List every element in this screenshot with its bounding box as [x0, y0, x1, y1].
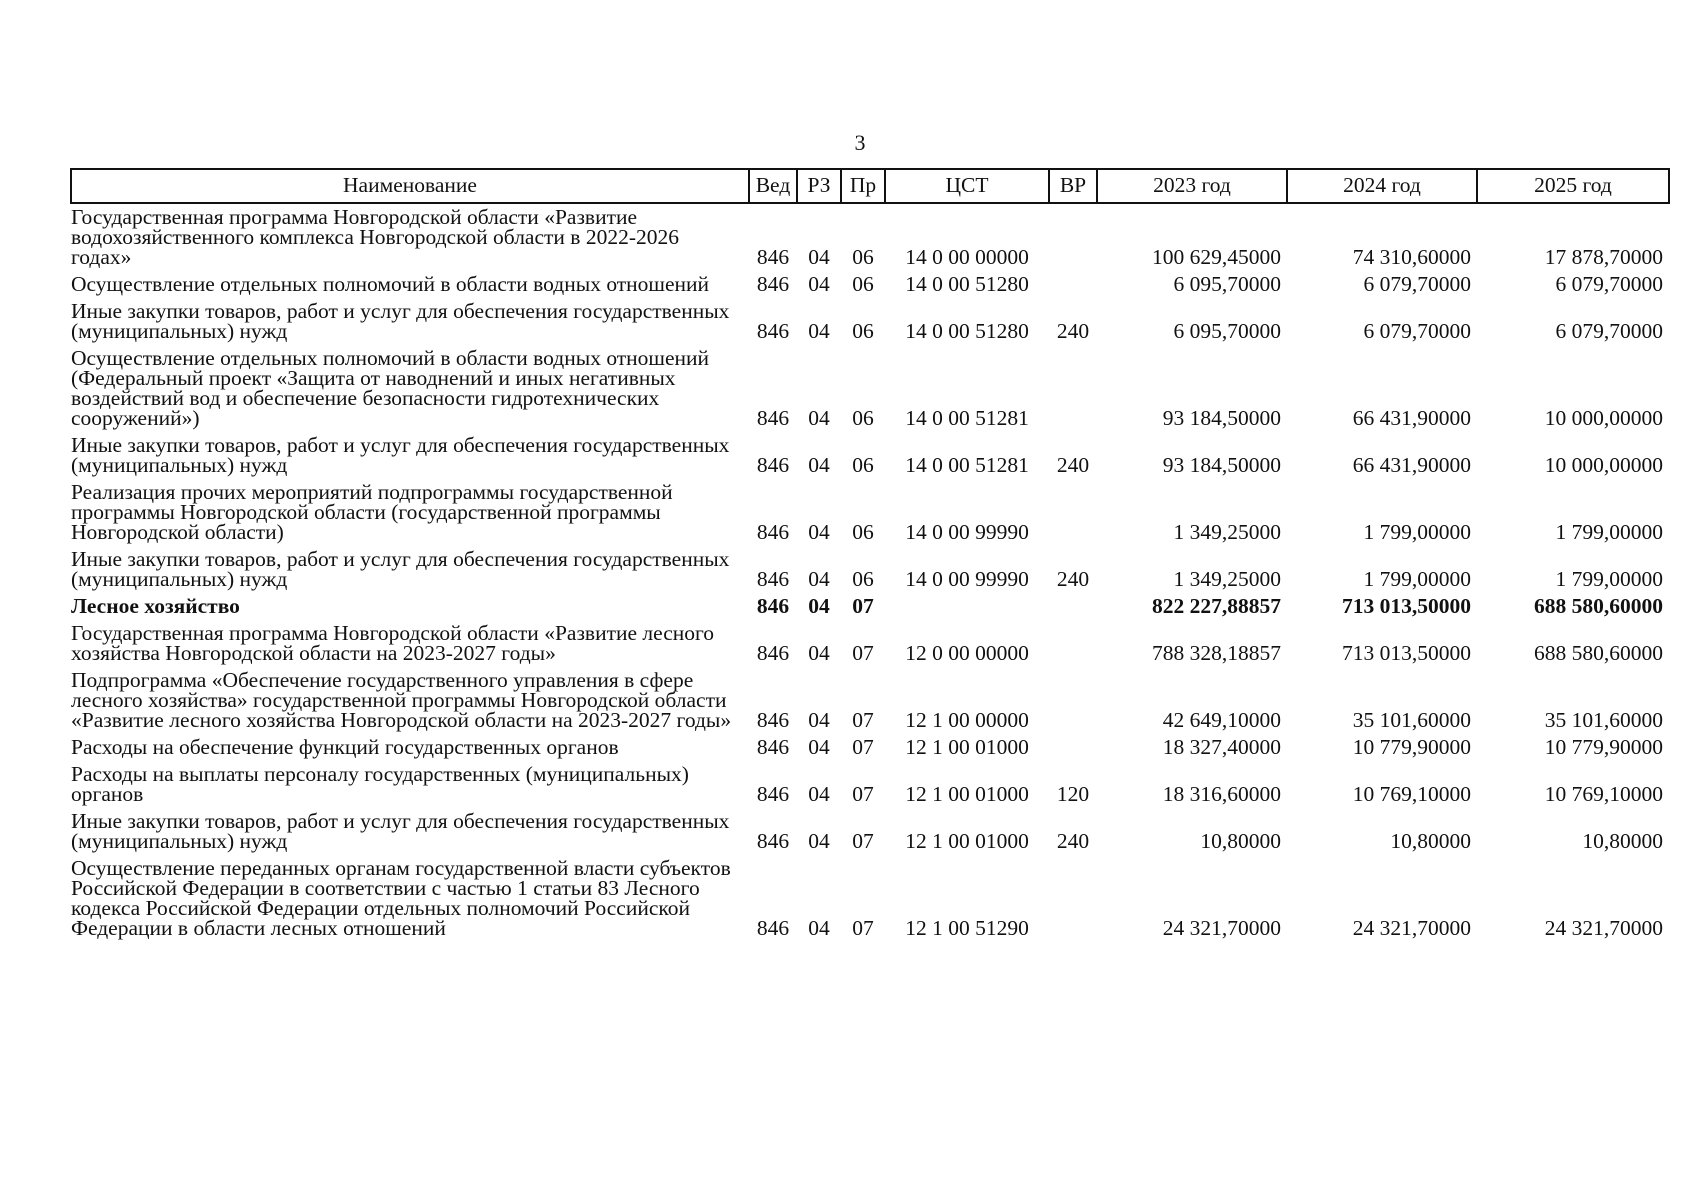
- row-cst: 12 1 00 01000: [905, 829, 1029, 853]
- row-name: Государственная программа Новгородской области «Развитие лесного хозяйства Новгородской области на 2023-2027 годы»: [71, 621, 715, 665]
- row-pr: 06: [852, 406, 874, 430]
- row-cst: 14 0 00 51281: [905, 453, 1029, 477]
- table-row: [71, 761, 1669, 808]
- row-amount-2024: 66 431,90000: [1352, 453, 1471, 477]
- row-amount-2023: 93 184,50000: [1162, 453, 1281, 477]
- row-amount-2025: 17 878,70000: [1544, 245, 1663, 269]
- row-cst: 12 1 00 01000: [905, 735, 1029, 759]
- row-name: Осуществление отдельных полномочий в области водных отношений: [71, 272, 710, 296]
- row-pr: 06: [852, 567, 874, 591]
- header-2025: 2025 год: [1477, 169, 1669, 203]
- row-vr: [1049, 855, 1097, 942]
- row-pr: 07: [852, 708, 874, 732]
- row-vr: [1049, 271, 1097, 298]
- row-ved: 846: [756, 272, 790, 296]
- row-amount-2024: 66 431,90000: [1352, 406, 1471, 430]
- row-name: Подпрограмма «Обеспечение государственного управления в сфере лесного хозяйства» государственной программы Новгородской области «Развитие лесного хозяйства Новгородской области на 2023-2027 годы»: [71, 668, 732, 732]
- row-amount-2023: 93 184,50000: [1162, 406, 1281, 430]
- row-amount-2025: 10 769,10000: [1544, 782, 1663, 806]
- row-cst: 12 0 00 00000: [905, 641, 1029, 665]
- row-amount-2024: 10,80000: [1390, 829, 1471, 853]
- row-ved: 846: [756, 594, 790, 618]
- row-amount-2023: 788 328,18857: [1152, 641, 1281, 665]
- row-rz: 04: [808, 245, 830, 269]
- row-pr: 07: [852, 594, 874, 618]
- row-pr: 06: [852, 520, 874, 544]
- table-row: [71, 667, 1669, 734]
- row-amount-2025: 35 101,60000: [1544, 708, 1663, 732]
- row-pr: 06: [852, 245, 874, 269]
- row-vr: [1049, 667, 1097, 734]
- row-amount-2024: 6 079,70000: [1363, 272, 1471, 296]
- row-amount-2024: 1 799,00000: [1363, 567, 1471, 591]
- row-name: Осуществление переданных органам государственной власти субъектов Российской Федерации в соответствии с частью 1 статьи 83 Лесного кодекса Российской Федерации отдельных полномочий Российской Федерации в области лесных отношений: [71, 856, 731, 940]
- row-cst: 14 0 00 51280: [905, 272, 1029, 296]
- row-cst: 12 1 00 00000: [905, 708, 1029, 732]
- table-row: [71, 546, 1669, 593]
- row-pr: 07: [852, 735, 874, 759]
- table-row: [71, 298, 1669, 345]
- page-number: 3: [854, 130, 866, 155]
- row-amount-2023: 6 095,70000: [1173, 319, 1281, 343]
- row-cst: 12 1 00 01000: [905, 782, 1029, 806]
- row-amount-2025: 1 799,00000: [1555, 567, 1663, 591]
- row-pr: 06: [852, 319, 874, 343]
- row-rz: 04: [808, 453, 830, 477]
- row-name: Осуществление отдельных полномочий в области водных отношений (Федеральный проект «Защита от наводнений и иных негативных воздействий вод и обеспечение безопасности гидротехнических сооружений»): [71, 346, 710, 430]
- row-amount-2024: 35 101,60000: [1352, 708, 1471, 732]
- row-ved: 846: [756, 245, 790, 269]
- row-pr: 07: [852, 829, 874, 853]
- row-amount-2023: 24 321,70000: [1162, 916, 1281, 940]
- table-row: [71, 620, 1669, 667]
- table-row: [71, 271, 1669, 298]
- row-amount-2023: 42 649,10000: [1162, 708, 1281, 732]
- row-rz: 04: [808, 708, 830, 732]
- row-ved: 846: [756, 916, 790, 940]
- row-name: Реализация прочих мероприятий подпрограммы государственной программы Новгородской области (государственной программы Новгородской области): [71, 480, 673, 544]
- row-rz: 04: [808, 272, 830, 296]
- row-vr: [1049, 479, 1097, 546]
- header-rz: РЗ: [797, 169, 841, 203]
- row-amount-2025: 1 799,00000: [1555, 520, 1663, 544]
- row-name: Расходы на выплаты персоналу государственных (муниципальных) органов: [71, 762, 689, 806]
- row-amount-2024: 10 769,10000: [1352, 782, 1471, 806]
- row-rz: 04: [808, 916, 830, 940]
- row-amount-2024: 713 013,50000: [1342, 641, 1471, 665]
- row-rz: 04: [808, 735, 830, 759]
- row-cst: 14 0 00 99990: [905, 567, 1029, 591]
- row-amount-2023: 18 327,40000: [1162, 735, 1281, 759]
- row-amount-2023: 10,80000: [1200, 829, 1281, 853]
- row-amount-2025: 10 000,00000: [1544, 406, 1663, 430]
- row-pr: 07: [852, 916, 874, 940]
- header-cst: ЦСТ: [885, 169, 1049, 203]
- row-pr: 07: [852, 782, 874, 806]
- row-amount-2025: 6 079,70000: [1555, 272, 1663, 296]
- row-cst: 14 0 00 00000: [905, 245, 1029, 269]
- row-amount-2025: 6 079,70000: [1555, 319, 1663, 343]
- row-vr: [1049, 593, 1097, 620]
- row-amount-2023: 1 349,25000: [1173, 567, 1281, 591]
- row-amount-2023: 1 349,25000: [1173, 520, 1281, 544]
- row-amount-2024: 713 013,50000: [1342, 594, 1471, 618]
- row-amount-2025: 10 000,00000: [1544, 453, 1663, 477]
- header-vr: ВР: [1049, 169, 1097, 203]
- table-header-row: [71, 169, 1669, 203]
- table-row: [71, 432, 1669, 479]
- row-amount-2023: 6 095,70000: [1173, 272, 1281, 296]
- table-row: [71, 203, 1669, 271]
- row-amount-2024: 1 799,00000: [1363, 520, 1471, 544]
- row-amount-2024: 74 310,60000: [1352, 245, 1471, 269]
- table-row: [71, 808, 1669, 855]
- row-pr: 06: [852, 453, 874, 477]
- row-vr: 240: [1056, 453, 1090, 477]
- row-pr: 07: [852, 641, 874, 665]
- row-name: Государственная программа Новгородской области «Развитие водохозяйственного комплекса Новгородской области в 2022-2026 годах»: [71, 205, 679, 269]
- row-vr: 240: [1056, 829, 1090, 853]
- row-rz: 04: [808, 319, 830, 343]
- row-ved: 846: [756, 453, 790, 477]
- row-name: Иные закупки товаров, работ и услуг для обеспечения государственных (муниципальных) нужд: [71, 547, 730, 591]
- row-vr: 240: [1056, 567, 1090, 591]
- row-amount-2025: 688 580,60000: [1534, 641, 1663, 665]
- row-amount-2023: 822 227,88857: [1152, 594, 1281, 618]
- budget-table: [70, 168, 1670, 942]
- row-amount-2024: 6 079,70000: [1363, 319, 1471, 343]
- row-name: Иные закупки товаров, работ и услуг для обеспечения государственных (муниципальных) нужд: [71, 433, 730, 477]
- row-rz: 04: [808, 406, 830, 430]
- row-cst: 14 0 00 99990: [905, 520, 1029, 544]
- table-row: [71, 345, 1669, 432]
- row-ved: 846: [756, 708, 790, 732]
- row-rz: 04: [808, 567, 830, 591]
- row-amount-2023: 100 629,45000: [1152, 245, 1281, 269]
- table-row: [71, 734, 1669, 761]
- row-vr: [1049, 345, 1097, 432]
- header-2023: 2023 год: [1097, 169, 1287, 203]
- header-ved: Вед: [749, 169, 797, 203]
- row-amount-2025: 10 779,90000: [1544, 735, 1663, 759]
- row-name: Иные закупки товаров, работ и услуг для обеспечения государственных (муниципальных) нужд: [71, 299, 730, 343]
- row-vr: [1049, 620, 1097, 667]
- row-name: Иные закупки товаров, работ и услуг для обеспечения государственных (муниципальных) нужд: [71, 809, 730, 853]
- table-row: [71, 479, 1669, 546]
- header-pr: Пр: [841, 169, 885, 203]
- row-amount-2024: 10 779,90000: [1352, 735, 1471, 759]
- row-amount-2025: 10,80000: [1582, 829, 1663, 853]
- row-vr: 240: [1056, 319, 1090, 343]
- row-rz: 04: [808, 594, 830, 618]
- table-body: [71, 203, 1669, 942]
- row-ved: 846: [756, 406, 790, 430]
- row-ved: 846: [756, 319, 790, 343]
- row-vr: 120: [1056, 782, 1090, 806]
- table-row: [71, 855, 1669, 942]
- row-amount-2025: 24 321,70000: [1544, 916, 1663, 940]
- row-cst: 14 0 00 51281: [905, 406, 1029, 430]
- row-ved: 846: [756, 782, 790, 806]
- row-rz: 04: [808, 782, 830, 806]
- row-ved: 846: [756, 735, 790, 759]
- row-name: Лесное хозяйство: [71, 594, 240, 618]
- row-cst: 14 0 00 51280: [905, 319, 1029, 343]
- row-name: Расходы на обеспечение функций государственных органов: [71, 735, 619, 759]
- row-rz: 04: [808, 641, 830, 665]
- row-ved: 846: [756, 520, 790, 544]
- row-cst: [885, 593, 1049, 620]
- row-vr: [1049, 734, 1097, 761]
- header-name: Наименование: [71, 169, 749, 203]
- row-amount-2025: 688 580,60000: [1534, 594, 1663, 618]
- table-row: [71, 593, 1669, 620]
- row-amount-2023: 18 316,60000: [1162, 782, 1281, 806]
- header-2024: 2024 год: [1287, 169, 1477, 203]
- row-amount-2024: 24 321,70000: [1352, 916, 1471, 940]
- row-rz: 04: [808, 520, 830, 544]
- row-ved: 846: [756, 641, 790, 665]
- row-vr: [1049, 203, 1097, 271]
- row-ved: 846: [756, 829, 790, 853]
- row-cst: 12 1 00 51290: [905, 916, 1029, 940]
- row-rz: 04: [808, 829, 830, 853]
- row-ved: 846: [756, 567, 790, 591]
- row-pr: 06: [852, 272, 874, 296]
